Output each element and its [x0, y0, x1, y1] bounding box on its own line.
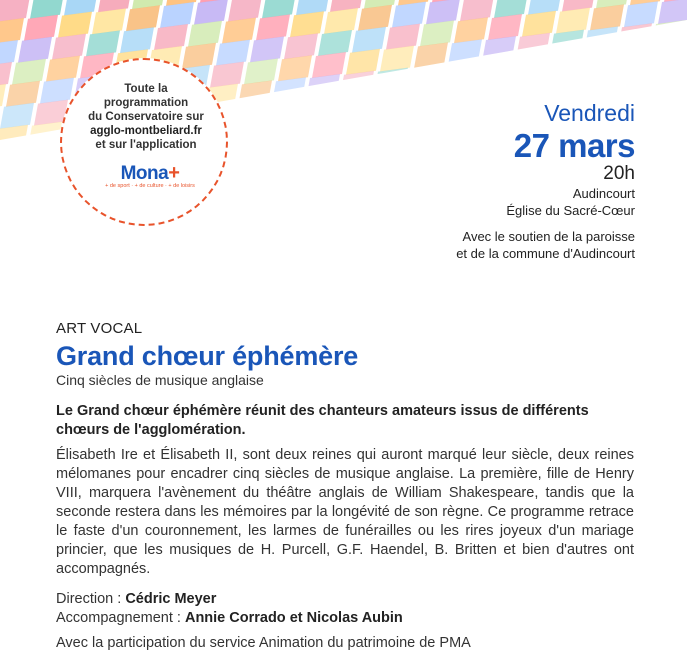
mona-logo [100, 162, 200, 189]
credit-name: Cédric Meyer [125, 591, 217, 607]
credit-direction [56, 590, 634, 609]
article-category: ART VOCAL [56, 320, 143, 337]
support-line: et de la commune d'Audincourt [456, 246, 635, 261]
mona-plus-icon: + [168, 162, 180, 184]
credits [56, 590, 634, 628]
event-support [456, 228, 635, 262]
stamp-line: du Conservatoire sur [88, 111, 204, 123]
article-title: Grand chœur éphémère [56, 341, 359, 371]
stamp-line: et sur l'application [95, 139, 197, 151]
event-date: 27 mars [513, 127, 635, 164]
event-place: Église du Sacré-Cœur [506, 203, 635, 218]
event-city: Audincourt [572, 186, 635, 201]
article-partner: Avec la participation du service Animation du patrimoine de PMA [56, 635, 471, 651]
article-description: Élisabeth Ire et Élisabeth II, sont deux reines qui auront marqué leur siècle, deux reines mélomanes pour encadrer cinq siècles de musique anglaise. La première, fille de Henry VIII, marquera l'avènement du théâtre anglais de William Shakespeare, tandis que la seconde restera dans les mémoires par la longévité de son règne. Ce programme retrace le faste d'un couronnement, les larmes de funérailles ou les rires joyeux d'un mariage princier, que les musiques de H. Purcell, G.F. Haendel, B. Britten et bien d'autres ont accompagnés. [56, 447, 634, 577]
credit-label: Direction : [56, 591, 122, 607]
stamp-line: Toute la [124, 83, 168, 95]
mona-tagline: + de sport · + de culture · + de loisirs [105, 183, 195, 189]
event-info [456, 100, 635, 262]
header-banner [0, 0, 687, 300]
credit-label: Accompagnement : [56, 610, 181, 626]
programmation-stamp [60, 58, 228, 226]
article [56, 320, 634, 651]
event-time: 20h [603, 163, 635, 184]
credit-accompaniment [56, 609, 634, 628]
article-lead: Le Grand chœur éphémère réunit des chanteurs amateurs issus de différents chœurs de l'agglomération. [56, 403, 589, 438]
website-link[interactable]: agglo-montbeliard.fr [90, 125, 202, 137]
support-line: Avec le soutien de la paroisse [462, 229, 635, 244]
mona-logo-text: Mona [120, 163, 169, 184]
event-day: Vendredi [544, 100, 635, 126]
article-subtitle: Cinq siècles de musique anglaise [56, 372, 264, 388]
credit-name: Annie Corrado et Nicolas Aubin [184, 610, 403, 626]
stamp-line: programmation [103, 97, 189, 109]
